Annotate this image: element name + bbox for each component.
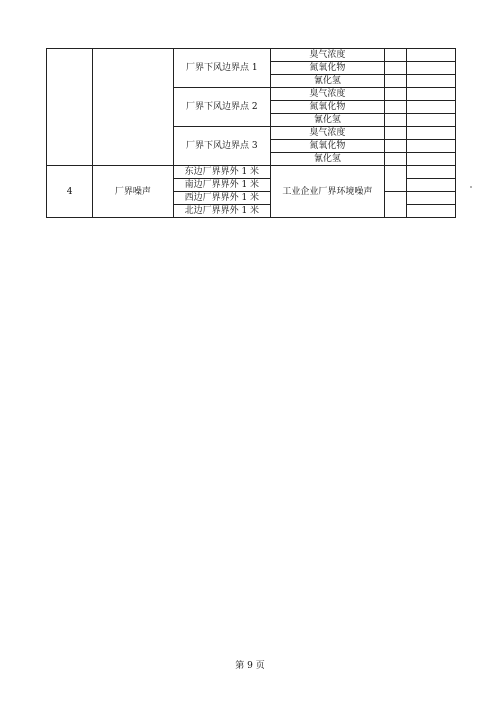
scan-speck — [470, 186, 472, 188]
item-cell: 氮氧化物 — [271, 140, 385, 153]
item-cell: 臭气浓度 — [271, 49, 385, 62]
table-row — [47, 49, 456, 62]
noise-point-cell: 北边厂界界外 1 米 — [173, 205, 270, 218]
noise-point-cell: 东边厂界界外 1 米 — [173, 166, 270, 179]
item-cell: 氮氧化物 — [271, 101, 385, 114]
monitoring-point-cell: 厂界下风边界点 1 — [173, 49, 270, 88]
noise-point-cell: 南边厂界界外 1 米 — [173, 179, 270, 192]
noise-point-cell: 西边厂界界外 1 米 — [173, 192, 270, 205]
item-cell: 臭气浓度 — [271, 88, 385, 101]
item-cell: 氰化氢 — [271, 75, 385, 88]
item-cell: 氮氧化物 — [271, 62, 385, 75]
empty-cell — [406, 153, 455, 166]
empty-cell — [406, 88, 455, 101]
item-cell: 氰化氢 — [271, 153, 385, 166]
empty-cell — [406, 49, 455, 62]
empty-cell — [406, 166, 455, 179]
empty-cell — [406, 192, 455, 205]
empty-cell — [406, 75, 455, 88]
empty-cell — [406, 62, 455, 75]
empty-cell — [406, 179, 455, 192]
empty-cell — [406, 127, 455, 140]
noise-item-cell: 工业企业厂界环境噪声 — [271, 166, 385, 218]
empty-cell — [384, 114, 406, 127]
empty-cell — [384, 127, 406, 140]
type-cell: 厂界噪声 — [93, 166, 173, 218]
empty-cell — [384, 62, 406, 75]
no-cell: 4 — [47, 166, 93, 218]
monitoring-point-cell: 厂界下风边界点 2 — [173, 88, 270, 127]
empty-cell — [406, 101, 455, 114]
item-cell: 氰化氢 — [271, 114, 385, 127]
type-cell-continued — [93, 49, 173, 166]
empty-cell — [406, 205, 455, 218]
empty-cell — [384, 75, 406, 88]
page-number: 第 9 页 — [235, 661, 265, 671]
empty-cell — [384, 166, 406, 192]
empty-cell — [384, 192, 406, 218]
empty-cell — [384, 88, 406, 101]
table-row — [47, 166, 456, 179]
no-cell-continued — [47, 49, 93, 166]
empty-cell — [384, 153, 406, 166]
item-cell: 臭气浓度 — [271, 127, 385, 140]
empty-cell — [406, 114, 455, 127]
monitoring-point-cell: 厂界下风边界点 3 — [173, 127, 270, 166]
empty-cell — [384, 101, 406, 114]
empty-cell — [384, 49, 406, 62]
empty-cell — [406, 140, 455, 153]
monitoring-table — [46, 48, 456, 218]
empty-cell — [384, 140, 406, 153]
